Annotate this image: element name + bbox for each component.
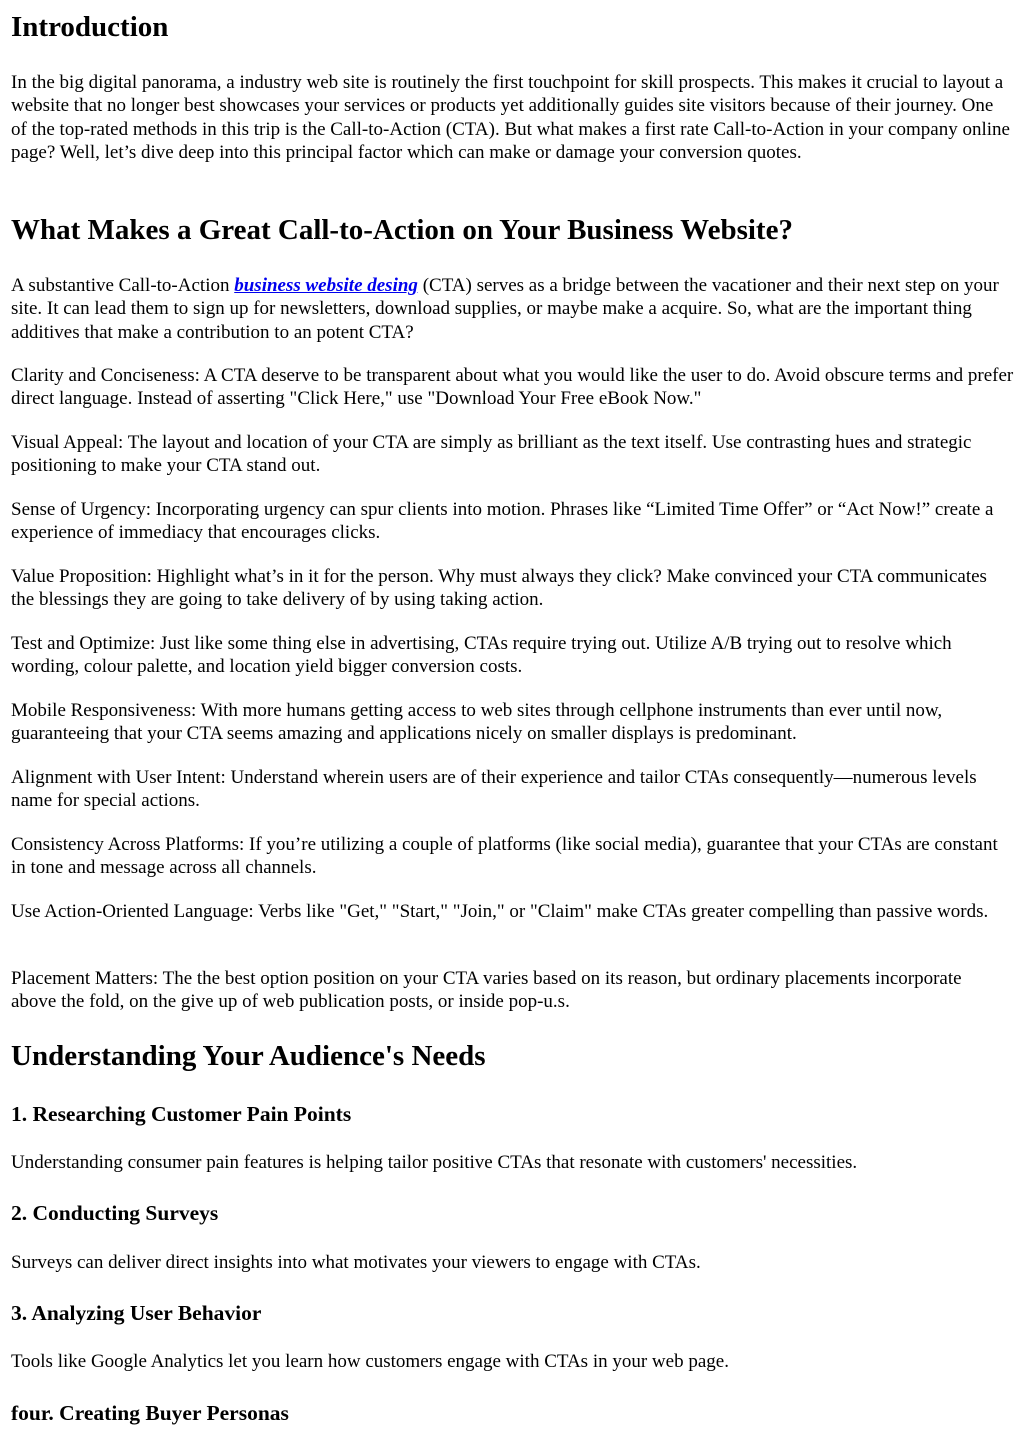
heading-audience-needs: Understanding Your Audience's Needs xyxy=(11,1040,486,1072)
cta-lead-before: A substantive Call-to-Action xyxy=(11,275,235,296)
cta-point-mobile: Mobile Responsiveness: With more humans getting access to web sites through cellphone instruments than ever until now, guaranteeing that your CTA seems amazing and applications nicely on smaller displays is predominant. xyxy=(11,700,943,745)
paragraph-user-behavior: Tools like Google Analytics let you learn how customers engage with CTAs in your web page. xyxy=(11,1351,729,1372)
cta-point-value-proposition: Value Proposition: Highlight what’s in it for the person. Why must always they click? Make convinced your CTA communicates the blessings they are going to take delivery of by using taking action. xyxy=(11,566,987,611)
subheading-surveys: 2. Conducting Surveys xyxy=(11,1201,219,1225)
cta-point-urgency: Sense of Urgency: Incorporating urgency can spur clients into motion. Phrases like “Limited Time Offer” or “Act Now!” create a experience of immediacy that encourages clicks. xyxy=(11,499,994,544)
cta-point-user-intent: Alignment with User Intent: Understand wherein users are of their experience and tailor CTAs consequently—numerous levels name for special actions. xyxy=(11,767,977,812)
intro-paragraph: In the big digital panorama, a industry web site is routinely the first touchpoint for skill prospects. This makes it crucial to layout a website that no longer best showcases your services or products yet additionally guides site visitors because of their journey. One of the top-rated methods in this trip is the Call-to-Action (CTA). But what makes a first rate Call-to-Action in your company online page? Well, let’s dive deep into this principal factor which can make or damage your conversion quotes. xyxy=(11,72,1010,163)
cta-lead-paragraph xyxy=(11,274,1011,344)
business-website-link[interactable]: business website desing xyxy=(234,275,418,296)
cta-point-action-language: Use Action-Oriented Language: Verbs like "Get," "Start," "Join," or "Claim" make CTAs greater compelling than passive words. xyxy=(11,901,989,922)
cta-lead-after: (CTA) serves as a bridge between the vacationer and their next step on your site. It can lead them to sign up for newsletters, download supplies, or maybe make a acquire. So, what are the important thing additives that make a contribution to an potent CTA? xyxy=(11,275,999,343)
paragraph-pain-points: Understanding consumer pain features is helping tailor positive CTAs that resonate with customers' necessities. xyxy=(11,1152,858,1173)
cta-point-clarity: Clarity and Conciseness: A CTA deserve to be transparent about what you would like the user to do. Avoid obscure terms and prefer direct language. Instead of asserting "Click Here," use "Download Your Free eBook Now." xyxy=(11,365,1014,410)
subheading-user-behavior: 3. Analyzing User Behavior xyxy=(11,1301,262,1325)
subheading-buyer-personas: four. Creating Buyer Personas xyxy=(11,1401,289,1425)
heading-great-cta: What Makes a Great Call-to-Action on Your Business Website? xyxy=(11,214,793,246)
cta-point-visual-appeal: Visual Appeal: The layout and location of your CTA are simply as brilliant as the text itself. Use contrasting hues and strategic positioning to make your CTA stand out. xyxy=(11,432,972,477)
paragraph-surveys: Surveys can deliver direct insights into what motivates your viewers to engage with CTAs. xyxy=(11,1252,701,1273)
cta-point-placement: Placement Matters: The the best option position on your CTA varies based on its reason, but ordinary placements incorporate above the fold, on the give up of web publication posts, or inside pop-u.s. xyxy=(11,968,962,1013)
heading-introduction: Introduction xyxy=(11,11,169,43)
cta-point-test-optimize: Test and Optimize: Just like some thing else in advertising, CTAs require trying out. Utilize A/B trying out to resolve which wording, colour palette, and location yield bigger conversion costs. xyxy=(11,633,952,678)
subheading-pain-points: 1. Researching Customer Pain Points xyxy=(11,1102,352,1126)
cta-point-consistency: Consistency Across Platforms: If you’re utilizing a couple of platforms (like social media), guarantee that your CTAs are constant in tone and message across all channels. xyxy=(11,834,998,879)
